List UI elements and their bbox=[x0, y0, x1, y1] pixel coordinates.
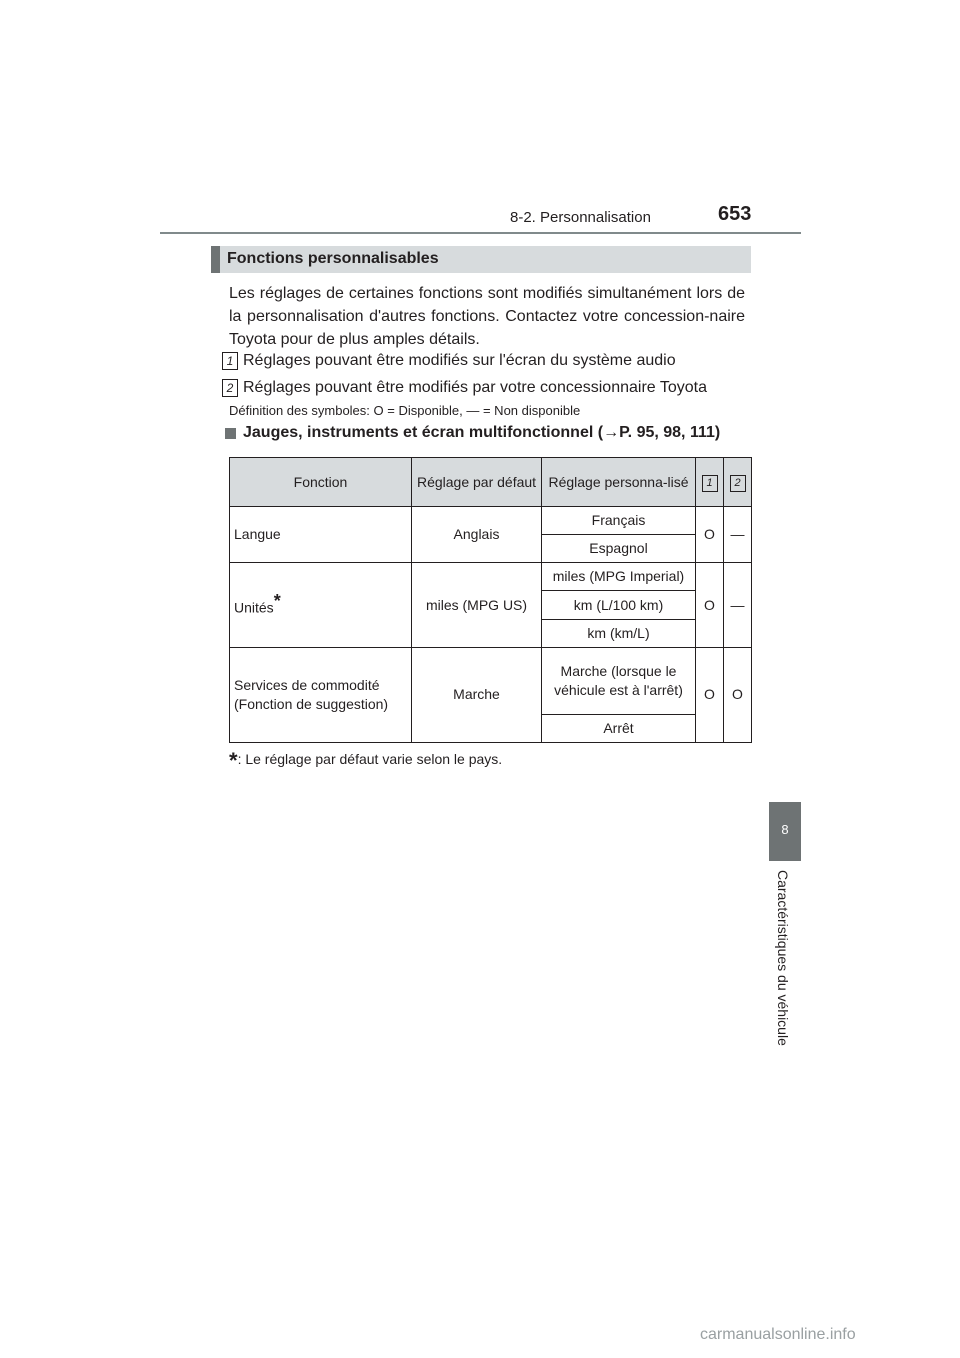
subheading bbox=[243, 424, 720, 442]
page-reference: P. 95, 98, 111) bbox=[619, 424, 721, 441]
cell-function: Services de commodité (Fonction de suggestion) bbox=[230, 647, 412, 742]
footnote-text: : Le réglage par défaut varie selon le pays. bbox=[237, 751, 503, 767]
header-default: Réglage par défaut bbox=[412, 458, 542, 507]
watermark: carmanualsonline.info bbox=[700, 1326, 856, 1343]
header-function: Fonction bbox=[230, 458, 412, 507]
cell-function bbox=[230, 563, 412, 647]
cell-option: miles (MPG Imperial) bbox=[542, 563, 696, 591]
intro-paragraph: Les réglages de certaines fonctions sont modifiés simultanément lors de la personnalisation d'autres fonctions. Contactez votre concession-naire Toyota pour de plus amples détails. bbox=[229, 285, 745, 348]
square-bullet-icon bbox=[225, 428, 236, 439]
cell-option: Français bbox=[542, 507, 696, 535]
legend-text-2: Réglages pouvant être modifiés par votre concessionnaire Toyota bbox=[243, 379, 707, 396]
symbol-definition: Définition des symboles: O = Disponible, — = Non disponible bbox=[229, 403, 581, 418]
chapter-label: Caractéristiques du véhicule bbox=[775, 870, 791, 1046]
footnote-mark: * bbox=[273, 591, 281, 612]
cell-option: km (km/L) bbox=[542, 619, 696, 647]
running-header-section: 8-2. Personnalisation bbox=[510, 209, 651, 226]
header-divider bbox=[160, 232, 801, 234]
chapter-number: 8 bbox=[781, 822, 789, 837]
cell-option: Marche (lorsque le véhicule est à l'arrêt) bbox=[542, 647, 696, 714]
header-col1 bbox=[696, 458, 724, 507]
cell-col1: O bbox=[696, 647, 724, 742]
cell-col2: — bbox=[724, 507, 752, 563]
section-title-bar bbox=[211, 246, 220, 273]
cell-option: km (L/100 km) bbox=[542, 591, 696, 619]
cell-col1: O bbox=[696, 507, 724, 563]
cell-default: Marche bbox=[412, 647, 542, 742]
cell-option: Arrêt bbox=[542, 714, 696, 742]
table-header-row bbox=[230, 458, 752, 507]
cell-function-text: Unités bbox=[234, 599, 274, 616]
header-col2 bbox=[724, 458, 752, 507]
section-title: Fonctions personnalisables bbox=[227, 250, 439, 267]
legend-number-2: 2 bbox=[222, 379, 238, 397]
footnote-star: * bbox=[229, 748, 238, 773]
cell-option: Espagnol bbox=[542, 535, 696, 563]
arrow-icon: → bbox=[603, 424, 620, 441]
legend-number-1: 1 bbox=[222, 352, 238, 370]
cell-default: Anglais bbox=[412, 507, 542, 563]
header-number-1: 1 bbox=[702, 475, 718, 492]
header-number-2: 2 bbox=[730, 475, 746, 492]
cell-col2: O bbox=[724, 647, 752, 742]
settings-table bbox=[229, 457, 752, 743]
table-row bbox=[230, 647, 752, 714]
page-number: 653 bbox=[718, 203, 752, 225]
subheading-text: Jauges, instruments et écran multifonctionnel ( bbox=[243, 424, 604, 441]
table-row bbox=[230, 507, 752, 535]
table-row bbox=[230, 563, 752, 591]
cell-function: Langue bbox=[230, 507, 412, 563]
cell-col2: — bbox=[724, 563, 752, 647]
cell-col1: O bbox=[696, 563, 724, 647]
header-custom: Réglage personna-lisé bbox=[542, 458, 696, 507]
legend-text-1: Réglages pouvant être modifiés sur l'écran du système audio bbox=[243, 352, 676, 369]
cell-default: miles (MPG US) bbox=[412, 563, 542, 647]
footnote bbox=[229, 748, 502, 774]
